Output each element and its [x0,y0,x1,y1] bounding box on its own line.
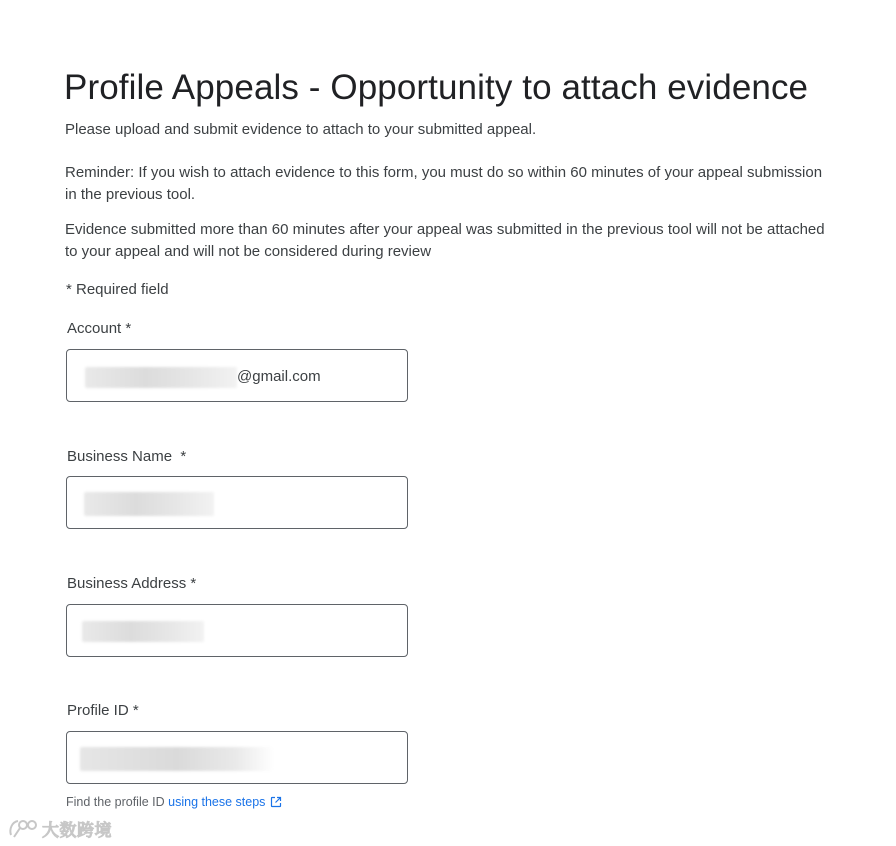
account-field[interactable] [66,349,408,402]
external-link-icon[interactable] [270,795,282,813]
account-label: Account * [67,320,132,337]
required-field-note: * Required field [66,281,169,298]
business-address-label: Business Address * [67,575,197,592]
warning-text: Evidence submitted more than 60 minutes after your appeal was submitted in the previous tool will not be attached to your appeal and will not be considered during review [65,221,825,260]
redacted-business-name [84,492,214,516]
watermark-logo-icon [8,817,40,841]
redacted-profile-id [80,747,274,771]
account-email-domain: @gmail.com [237,368,321,385]
business-name-field[interactable] [66,476,408,529]
watermark [8,816,112,841]
reminder-text: Reminder: If you wish to attach evidence to this form, you must do so within 60 minutes of your appeal submission in the previous tool. [65,164,823,203]
profile-id-helper-text: Find the profile ID [66,795,169,809]
profile-id-steps-link[interactable]: using these steps [168,795,266,809]
page-title: Profile Appeals - Opportunity to attach evidence [64,68,809,107]
watermark-text: 大数跨境 [42,821,112,841]
intro-text: Please upload and submit evidence to attach to your submitted appeal. [65,121,537,138]
profile-id-helper [66,793,282,813]
profile-id-field[interactable] [66,731,408,784]
business-name-label: Business Name * [67,448,187,465]
redacted-business-address [82,621,204,642]
business-address-field[interactable] [66,604,408,657]
profile-id-label: Profile ID * [67,702,139,719]
redacted-email-user [85,367,237,388]
